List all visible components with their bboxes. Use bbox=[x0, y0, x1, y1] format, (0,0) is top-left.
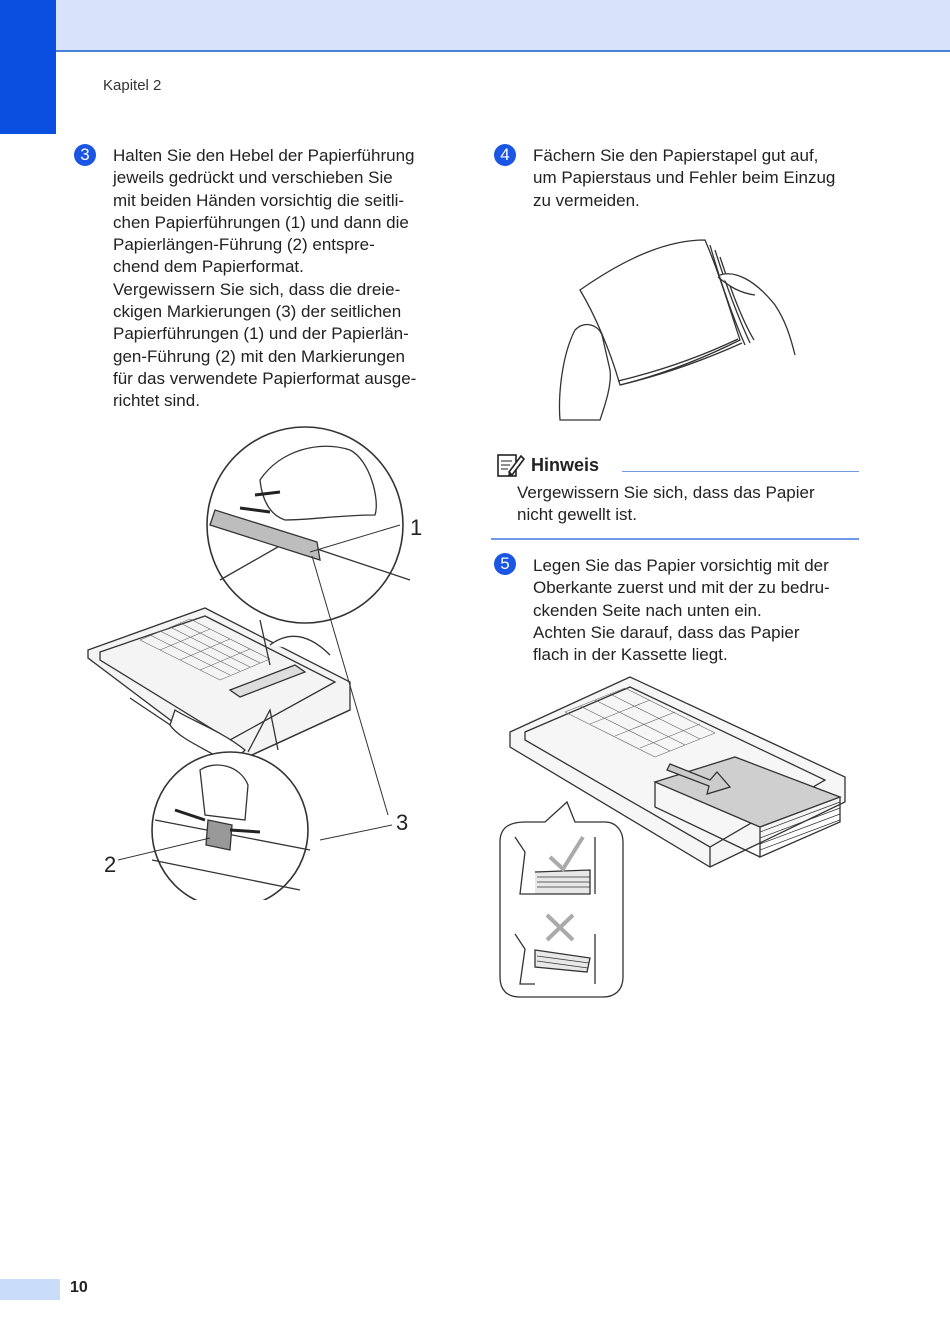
note-header bbox=[497, 452, 599, 478]
callout-2: 2 bbox=[104, 852, 117, 877]
step-3-badge: 3 bbox=[74, 144, 96, 166]
fan-paper-illustration bbox=[550, 235, 800, 425]
note-title: Hinweis bbox=[531, 454, 600, 475]
step-4-text: Fächern Sie den Papierstapel gut auf, um Papierstaus und Fehler beim Einzug zu vermeiden. bbox=[533, 146, 836, 210]
callout-3: 3 bbox=[396, 810, 409, 835]
step-5-badge: 5 bbox=[494, 553, 516, 575]
callout-1: 1 bbox=[410, 515, 423, 540]
step-5-text: Legen Sie das Papier vorsichtig mit der Oberkante zuerst und mit der zu bedru- ckenden Seite nach unten ein. Achten Sie darauf, dass das Papier flach in der Kassette liegt. bbox=[533, 556, 830, 665]
chapter-tab bbox=[0, 0, 56, 134]
header-band bbox=[0, 0, 950, 52]
chapter-title: Kapitel 2 bbox=[103, 77, 162, 94]
page-number: 10 bbox=[70, 1279, 88, 1296]
note-pencil-icon bbox=[497, 452, 525, 478]
note-rule-bottom bbox=[491, 538, 859, 540]
note-text: Vergewissern Sie sich, dass das Papier nicht gewellt ist. bbox=[517, 483, 815, 525]
step-3-text: Halten Sie den Hebel der Papierführung jeweils gedrückt und verschieben Sie mit beiden Händen vorsichtig die seitli- chen Papierführungen (1) und dann die Papierlängen-Führung (2) entspre- chend dem Papierformat. Vergewissern Sie sich, dass die dreie- ckigen Markierungen (3) der seitlichen Papierführungen (1) und der Papierlän- gen-Führung (2) mit den Markierungen für das verwendete Papierformat ausge- richtet sind. bbox=[113, 146, 417, 411]
footer-bar bbox=[0, 1279, 60, 1300]
step-4-badge: 4 bbox=[494, 144, 516, 166]
paper-tray-guides-illustration bbox=[80, 420, 440, 900]
load-paper-illustration bbox=[495, 672, 855, 1002]
note-rule-top bbox=[622, 471, 859, 472]
